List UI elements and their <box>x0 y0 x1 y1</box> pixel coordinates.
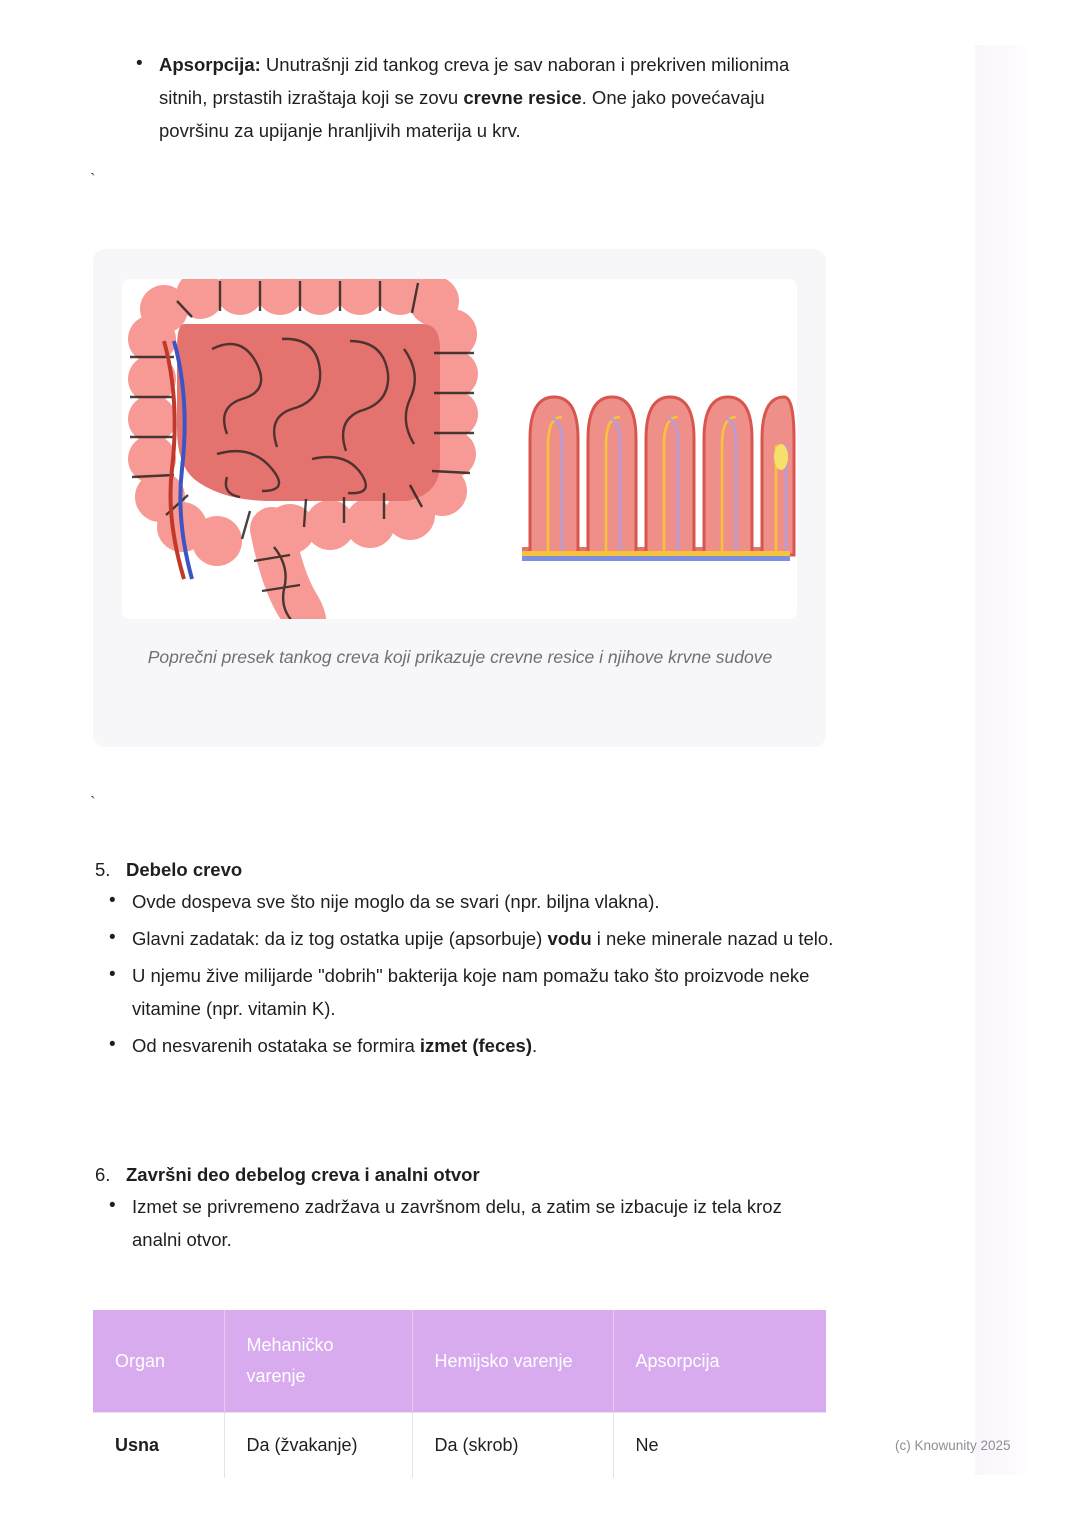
section-number: 5. <box>95 859 111 880</box>
text-run: Izmet se privremeno zadržava u završnom delu, a zatim se izbacuje iz tela kroz analni otvor. <box>132 1196 782 1250</box>
list-item <box>95 922 835 955</box>
figure-image <box>122 279 797 619</box>
section-title: Debelo crevo <box>126 859 243 880</box>
emphasis-text: vodu <box>547 928 592 949</box>
section-bullet-list <box>95 1190 835 1256</box>
emphasis-text: Apsorpcija: <box>159 54 261 75</box>
section-heading <box>95 855 835 885</box>
section-zavrsni-deo <box>95 1160 835 1260</box>
digestion-table-wrapper <box>93 1310 826 1478</box>
section-heading <box>95 1160 835 1190</box>
text-run: Glavni zadatak: da iz tog ostatka upije (apsorbuje) <box>132 928 548 949</box>
text-run: . <box>532 1035 538 1056</box>
table-header-cell: Organ <box>93 1310 224 1413</box>
list-item <box>95 959 835 1025</box>
page-edge-strip <box>975 45 1032 1475</box>
list-item <box>95 1029 835 1062</box>
text-run: i neke minerale nazad u telo. <box>591 928 834 949</box>
section-number: 6. <box>95 1164 111 1185</box>
stray-tick-mark-1: ` <box>90 170 96 189</box>
bullet-list <box>122 48 822 147</box>
table-cell: Usna <box>93 1413 224 1479</box>
large-intestine-villi-svg <box>122 279 797 619</box>
text-run: Od nesvarenih ostataka se formira <box>132 1035 420 1056</box>
figure-caption: Poprečni presek tankog creva koji prikazuje crevne resice i njihove krvne sudove <box>147 647 773 667</box>
emphasis-text: crevne resice <box>463 87 582 108</box>
text-run: U njemu žive milijarde "dobrih" bakterija koje nam pomažu tako što proizvode neke vitamine (npr. vitamin K). <box>132 965 810 1019</box>
text-run: Unutrašnji zid tankog creva je sav naboran i prekriven milionima sitnih, prstastih izraštaja koji se zovu <box>159 54 790 108</box>
footer-credit: (c) Knowunity 2025 <box>895 1438 1011 1453</box>
figure-card <box>93 249 826 747</box>
section-title: Završni deo debelog creva i analni otvor <box>126 1164 480 1185</box>
table-cell: Ne <box>613 1413 826 1479</box>
section-bullet-list <box>95 885 835 1062</box>
list-item <box>122 48 822 147</box>
list-item <box>95 885 835 918</box>
table-header-cell: Hemijsko varenje <box>412 1310 613 1413</box>
table-header-cell: Apsorpcija <box>613 1310 826 1413</box>
table-row <box>93 1413 826 1479</box>
section-debelo-crevo <box>95 855 835 1066</box>
text-run: . One jako povećavaju površinu za upijanje hranljivih materija u krv. <box>159 87 765 141</box>
table-cell: Da (skrob) <box>412 1413 613 1479</box>
table-header-cell: Mehaničko varenje <box>224 1310 412 1413</box>
top-bullet-list <box>122 48 822 151</box>
list-item <box>95 1190 835 1256</box>
table-cell: Da (žvakanje) <box>224 1413 412 1479</box>
digestion-table <box>93 1310 826 1478</box>
emphasis-text: izmet (feces) <box>419 1035 532 1056</box>
stray-tick-mark-2: ` <box>90 793 96 812</box>
table-header-row <box>93 1310 826 1413</box>
text-run: Ovde dospeva sve što nije moglo da se svari (npr. biljna vlakna). <box>132 891 660 912</box>
